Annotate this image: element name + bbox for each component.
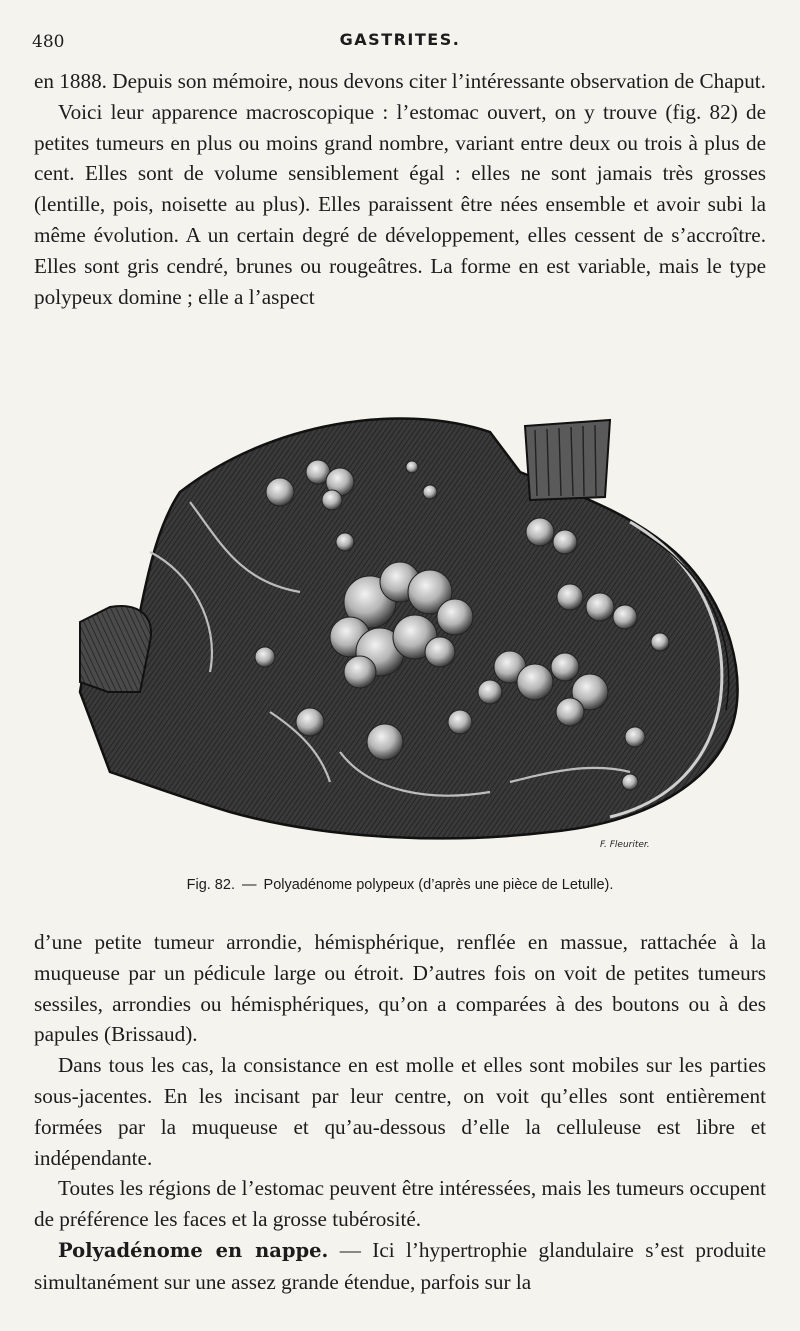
paragraph-text: — Ici l’hypertrophie glandulaire s’est produite simultanément sur une assez grande étendue, parfois sur la	[34, 1237, 766, 1294]
esophagus-stump	[525, 420, 610, 500]
paragraph: d’une petite tumeur arrondie, hémisphérique, renflée en massue, rattachée à la muqueuse par un pédicule large ou étroit. D’autres fois on voit de petites tumeurs sessiles, arrondies ou hémisphériques, qu’on a comparées à des boutons ou à des papules (Brissaud).	[34, 930, 766, 1047]
pylorus-flap	[80, 606, 151, 692]
text-block-bottom	[34, 927, 766, 1298]
run-in-heading: Polyadénome en nappe.	[58, 1238, 329, 1262]
text-block-top	[34, 66, 766, 312]
paragraph-polyadenome-en-nappe	[34, 1235, 766, 1298]
paragraph: Toutes les régions de l’estomac peuvent être intéressées, mais les tumeurs occupent de préférence les faces et la grosse tubérosité.	[34, 1176, 766, 1232]
figure-label: Fig. 82.	[186, 877, 235, 893]
running-head: GASTRITES.	[339, 30, 461, 49]
figure-caption	[34, 877, 766, 893]
page-header	[32, 28, 768, 56]
figure-82-illustration	[70, 392, 750, 854]
paragraph: Voici leur apparence macroscopique : l’estomac ouvert, on y trouve (fig. 82) de petites tumeurs en plus ou moins grand nombre, variant entre deux ou trois à plus de cent. Elles sont de volume sensiblement égal : elles ne sont jamais très grosses (lentille, pois, noisette au plus). Elles paraissent être nées ensemble et avoir subi la même évolution. A un certain degré de développement, elles cessent de s’accroître. Elles sont gris cendré, brunes ou rougeâtres. La forme en est variable, mais le type polypeux domine ; elle a l’aspect	[34, 99, 766, 309]
caption-text: Polyadénome polypeux (d’après une pièce de Letulle).	[263, 877, 614, 893]
page-number: 480	[32, 32, 65, 52]
artist-signature: F. Fleuriter.	[600, 840, 650, 850]
caption-dash: —	[242, 877, 257, 893]
paragraph: Dans tous les cas, la consistance en est molle et elles sont mobiles sur les parties sous-jacentes. En les incisant par leur centre, on voit qu’elles sont entièrement formées par la muqueuse et qu’au-dessous d’elle la celluleuse est libre et indépendante.	[34, 1053, 766, 1170]
stomach-specimen-drawing	[70, 392, 750, 854]
paragraph: en 1888. Depuis son mémoire, nous devons citer l’intéressante observation de Chaput.	[34, 69, 766, 93]
